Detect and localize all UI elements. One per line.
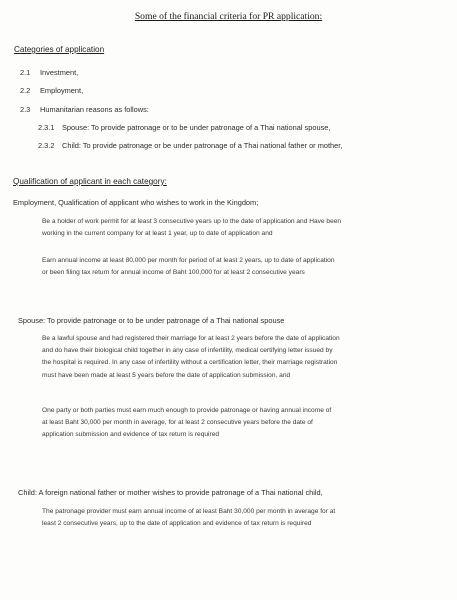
employment-heading: Employment, Qualification of applicant who wishes to work in the Kingdom; <box>13 198 259 207</box>
category-item: 2.3 Humanitarian reasons as follows: <box>20 105 149 114</box>
category-item: 2.1 Investment, <box>20 68 79 77</box>
category-subitem: 2.3.1 Spouse: To provide patronage or to be under patronage of a Thai national spouse, <box>38 123 331 132</box>
categories-heading: Categories of application <box>14 45 105 54</box>
child-heading: Child: A foreign national father or mother wishes to provide patronage of a Thai national child, <box>18 488 323 497</box>
qualification-heading: Qualification of applicant in each category: <box>13 177 167 186</box>
employment-paragraph-1: Be a holder of work permit for at least 3 consecutive years up to the date of application and Have been working in the current company for at least 1 year, up to date of application and <box>42 218 342 238</box>
employment-paragraph-2: Earn annual income at least 80,000 per month for period of at least 2 years, up to date of application or been filing tax return for annual income of Baht 100,000 for at least 2 consecutive years <box>42 257 335 277</box>
spouse-paragraph-2: One party or both parties must earn much enough to provide patronage or having annual income of at least Baht 30,000 per month in average, for at least 2 consecutive years before the date of application submission and evidence of tax return is required <box>42 407 332 439</box>
child-paragraph-1: The patronage provider must earn annual income of at least Baht 30,000 per month in average for at least 2 consecutive years, up to the date of application and evidence of tax return is required <box>42 508 336 528</box>
spouse-heading: Spouse: To provide patronage or to be under patronage of a Thai national spouse <box>18 316 285 325</box>
category-subitem: 2.3.2 Child: To provide patronage or be under patronage of a Thai national father or mother, <box>38 141 343 150</box>
category-item: 2.2 Employment, <box>20 86 84 95</box>
page-title: Some of the financial criteria for PR application: <box>134 11 323 22</box>
spouse-paragraph-1: Be a lawful spouse and had registered their marriage for at least 2 years before the date of application and do have their biological child together in any case of infertility, medical certifying letter issued by the hospital is required. In any case of infertility without a certification letter, their marriage registration must have been made at least 5 years before the date of application submission, and <box>42 335 340 379</box>
